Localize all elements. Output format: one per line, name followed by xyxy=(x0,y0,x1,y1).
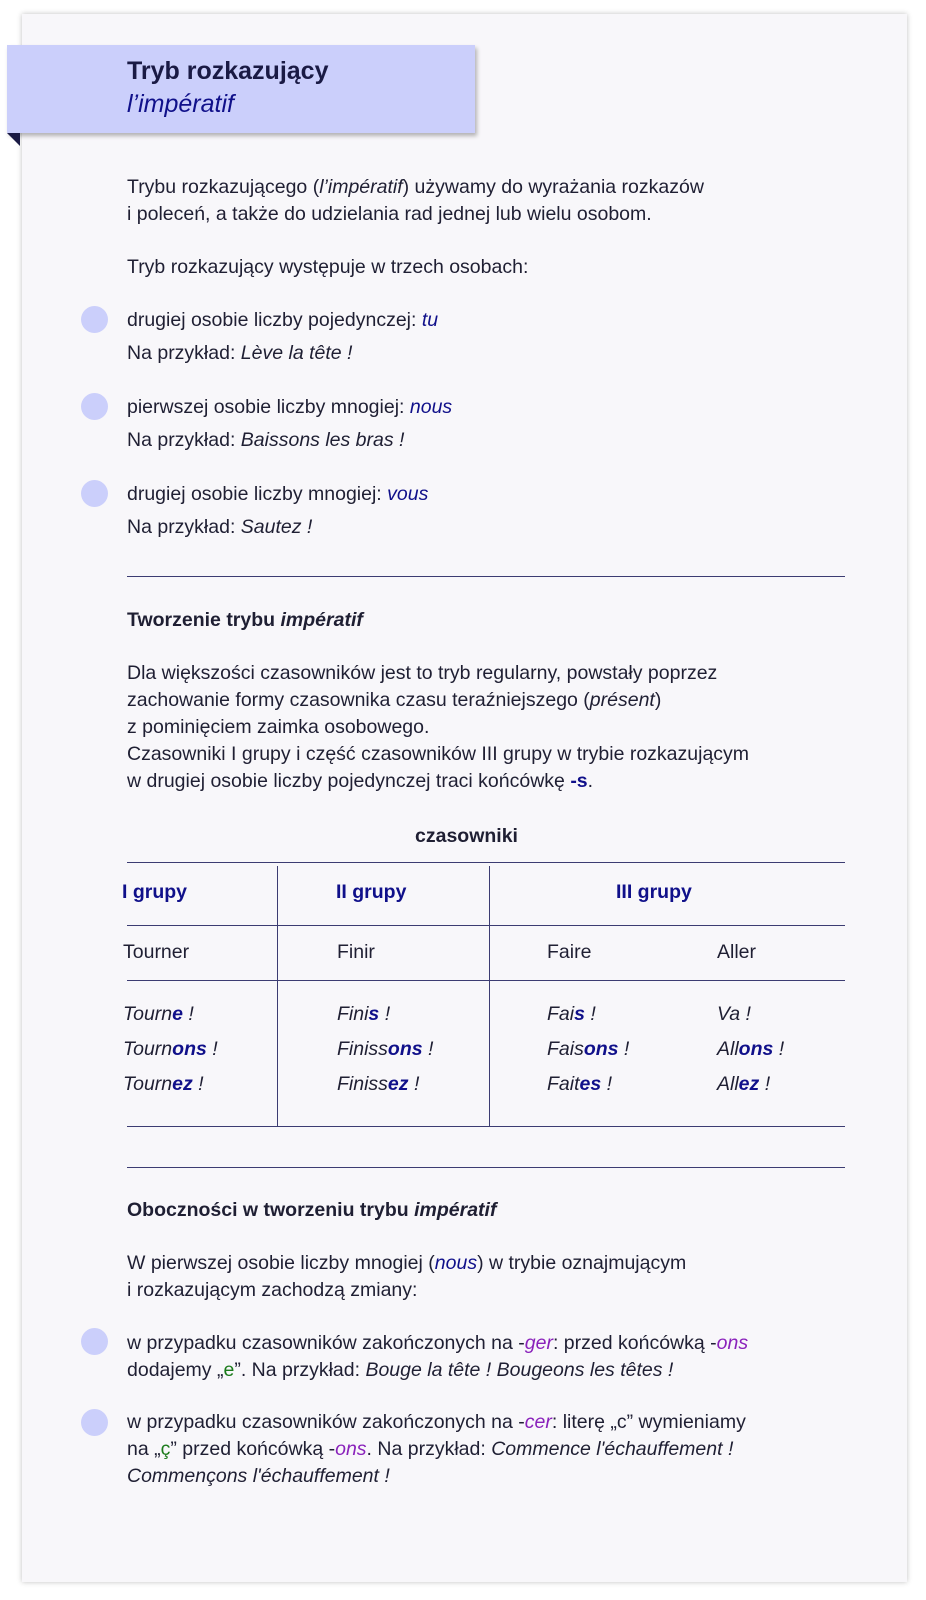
intro-line-2: i poleceń, a także do udzielania rad jednej lub wielu osobom. xyxy=(127,203,652,225)
table-verb-faire: Faire xyxy=(547,941,592,963)
form-tournez: Tournez ! xyxy=(123,1073,204,1095)
table-verb-finir: Finir xyxy=(337,941,375,963)
alternations-line-1: W pierwszej osobie liczby mnogiej (nous) w trybie oznajmującym xyxy=(127,1252,687,1274)
divider xyxy=(127,1167,845,1168)
bullet-icon xyxy=(81,1328,108,1355)
bullet-icon xyxy=(81,1409,108,1436)
page-subtitle: l’impératif xyxy=(127,90,234,118)
form-finissons: Finissons ! xyxy=(337,1038,434,1060)
bullet-icon xyxy=(81,393,108,420)
formation-line-4: Czasowniki I grupy i część czasowników III grupy w trybie rozkazującym xyxy=(127,743,750,765)
table-verb-aller: Aller xyxy=(717,941,757,963)
rule-ger-line-1: w przypadku czasowników zakończonych na -ger: przed końcówką -ons xyxy=(127,1332,749,1354)
table-bottom-rule xyxy=(127,1126,845,1127)
intro-line-1: Trybu rozkazującego (l’impératif) używamy do wyrażania rozkazów xyxy=(127,176,704,198)
rule-cer-line-2: na „ç” przed końcówką -ons. Na przykład: Commence l'échauffement ! xyxy=(127,1438,734,1460)
banner-fold xyxy=(7,133,20,146)
example-vous: Na przykład: Sautez ! xyxy=(127,516,313,538)
table-header-group-2: II grupy xyxy=(336,881,407,903)
formation-line-2: zachowanie formy czasownika czasu teraźniejszego (présent) xyxy=(127,689,662,711)
example-nous: Na przykład: Baissons les bras ! xyxy=(127,429,405,451)
table-verb-rule xyxy=(127,980,845,981)
form-tournons: Tournons ! xyxy=(123,1038,218,1060)
form-fais: Fais ! xyxy=(547,1003,596,1025)
table-caption: czasowniki xyxy=(415,825,518,847)
form-faites: Faites ! xyxy=(547,1073,613,1095)
formation-line-3: z pominięciem zaimka osobowego. xyxy=(127,716,430,738)
example-tu: Na przykład: Lève la tête ! xyxy=(127,342,353,364)
form-allons: Allons ! xyxy=(717,1038,785,1060)
table-top-rule xyxy=(127,862,845,863)
rule-ger-line-2: dodajemy „e”. Na przykład: Bouge la tête ! Bougeons les têtes ! xyxy=(127,1359,674,1381)
formation-line-1: Dla większości czasowników jest to tryb regularny, powstały poprzez xyxy=(127,662,718,684)
formation-line-5: w drugiej osobie liczby pojedynczej traci końcówkę -s. xyxy=(127,770,594,792)
alternations-heading: Oboczności w tworzeniu trybu impératif xyxy=(127,1199,497,1221)
page-title: Tryb rozkazujący xyxy=(127,57,329,85)
form-finissez: Finissez ! xyxy=(337,1073,420,1095)
form-finis: Finis ! xyxy=(337,1003,391,1025)
form-tourne: Tourne ! xyxy=(123,1003,194,1025)
rule-cer-line-1: w przypadku czasowników zakończonych na -cer: literę „c” wymieniamy xyxy=(127,1411,746,1433)
alternations-line-2: i rozkazującym zachodzą zmiany: xyxy=(127,1279,418,1301)
bullet-icon xyxy=(81,306,108,333)
form-faisons: Faisons ! xyxy=(547,1038,630,1060)
form-va: Va ! xyxy=(717,1003,751,1025)
person-nous: pierwszej osobie liczby mnogiej: nous xyxy=(127,396,453,418)
table-verb-tourner: Tourner xyxy=(123,941,190,963)
formation-heading: Tworzenie trybu impératif xyxy=(127,609,363,631)
table-header-rule xyxy=(127,925,845,926)
form-allez: Allez ! xyxy=(717,1073,771,1095)
table-header-group-1: I grupy xyxy=(122,881,188,903)
table-col-divider xyxy=(277,866,278,1126)
person-tu: drugiej osobie liczby pojedynczej: tu xyxy=(127,309,439,331)
divider xyxy=(127,576,845,577)
rule-cer-line-3: Commençons l'échauffement ! xyxy=(127,1465,390,1487)
bullet-icon xyxy=(81,480,108,507)
person-vous: drugiej osobie liczby mnogiej: vous xyxy=(127,483,429,505)
table-header-group-3: III grupy xyxy=(616,881,692,903)
intro-line-3: Tryb rozkazujący występuje w trzech osobach: xyxy=(127,256,529,278)
table-col-divider xyxy=(489,866,490,1126)
